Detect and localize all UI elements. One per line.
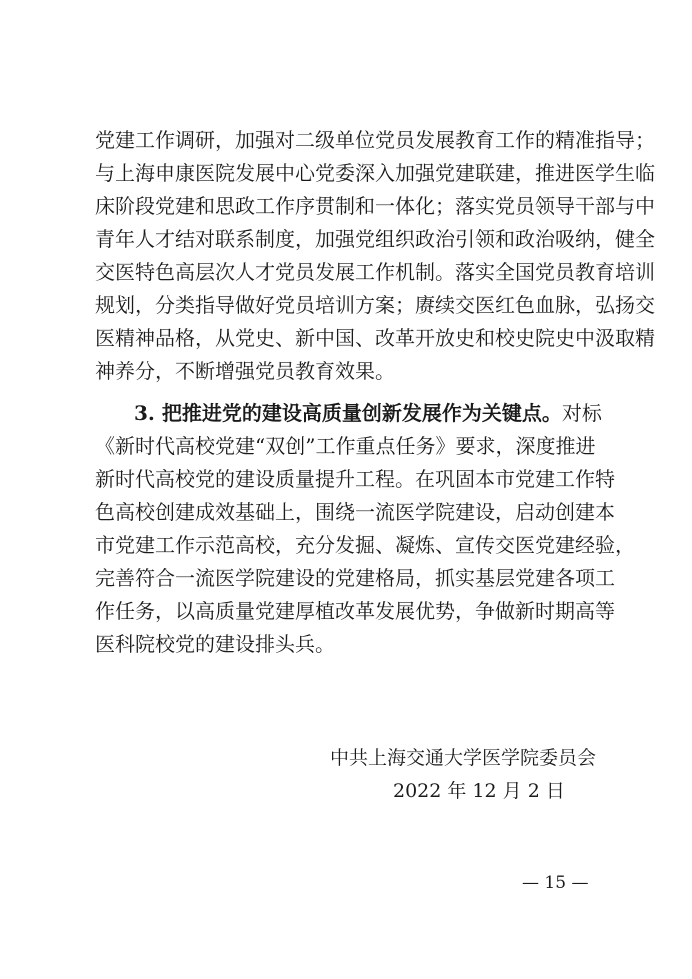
paragraph-1-line-3: 床阶段党建和思政工作序贯制和一体化；落实党员领导干部与中 — [95, 194, 655, 218]
section-3-line-3: 新时代高校党的建设质量提升工程。在巩固本市党建工作特 — [95, 467, 615, 491]
paragraph-1-line-2: 与上海申康医院发展中心党委深入加强党建联建，推进医学生临 — [95, 161, 655, 185]
paragraph-1-line-6: 规划，分类指导做好党员培训方案；赓续交医红色血脉，弘扬交 — [95, 293, 655, 317]
section-3-first-line — [134, 398, 602, 428]
paragraph-1-line-4: 青年人才结对联系制度，加强党组织政治引领和政治吸纳，健全 — [95, 227, 655, 251]
section-3-line-7: 作任务，以高质量党建厚植改革发展优势，争做新时期高等 — [95, 599, 615, 623]
section-3-first-line-rest: 对标 — [561, 401, 602, 425]
paragraph-1-line-5: 交医特色高层次人才党员发展工作机制。落实全国党员教育培训 — [95, 260, 655, 284]
page-number: — 15 — — [522, 873, 589, 893]
paragraph-1-line-7: 医精神品格，从党史、新中国、改革开放史和校史院史中汲取精 — [95, 326, 655, 350]
signature-date: 2022 年 12 月 2 日 — [393, 780, 565, 802]
section-3-line-6: 完善符合一流医学院建设的党建格局，抓实基层党建各项工 — [95, 566, 615, 590]
section-3-heading: 3. 把推进党的建设高质量创新发展作为关键点。 — [134, 401, 562, 425]
section-3-line-2: 《新时代高校党建“双创”工作重点任务》要求，深度推进 — [95, 434, 596, 458]
paragraph-1-line-8: 神养分，不断增强党员教育效果。 — [95, 359, 395, 383]
section-3-line-4: 色高校创建成效基础上，围绕一流医学院建设，启动创建本 — [95, 500, 615, 524]
signature-organization: 中共上海交通大学医学院委员会 — [330, 747, 597, 769]
section-3-line-5: 市党建工作示范高校，充分发掘、凝炼、宣传交医党建经验， — [95, 533, 635, 557]
paragraph-1-line-1: 党建工作调研，加强对二级单位党员发展教育工作的精准指导； — [95, 128, 655, 152]
section-3-line-8: 医科院校党的建设排头兵。 — [95, 632, 335, 656]
